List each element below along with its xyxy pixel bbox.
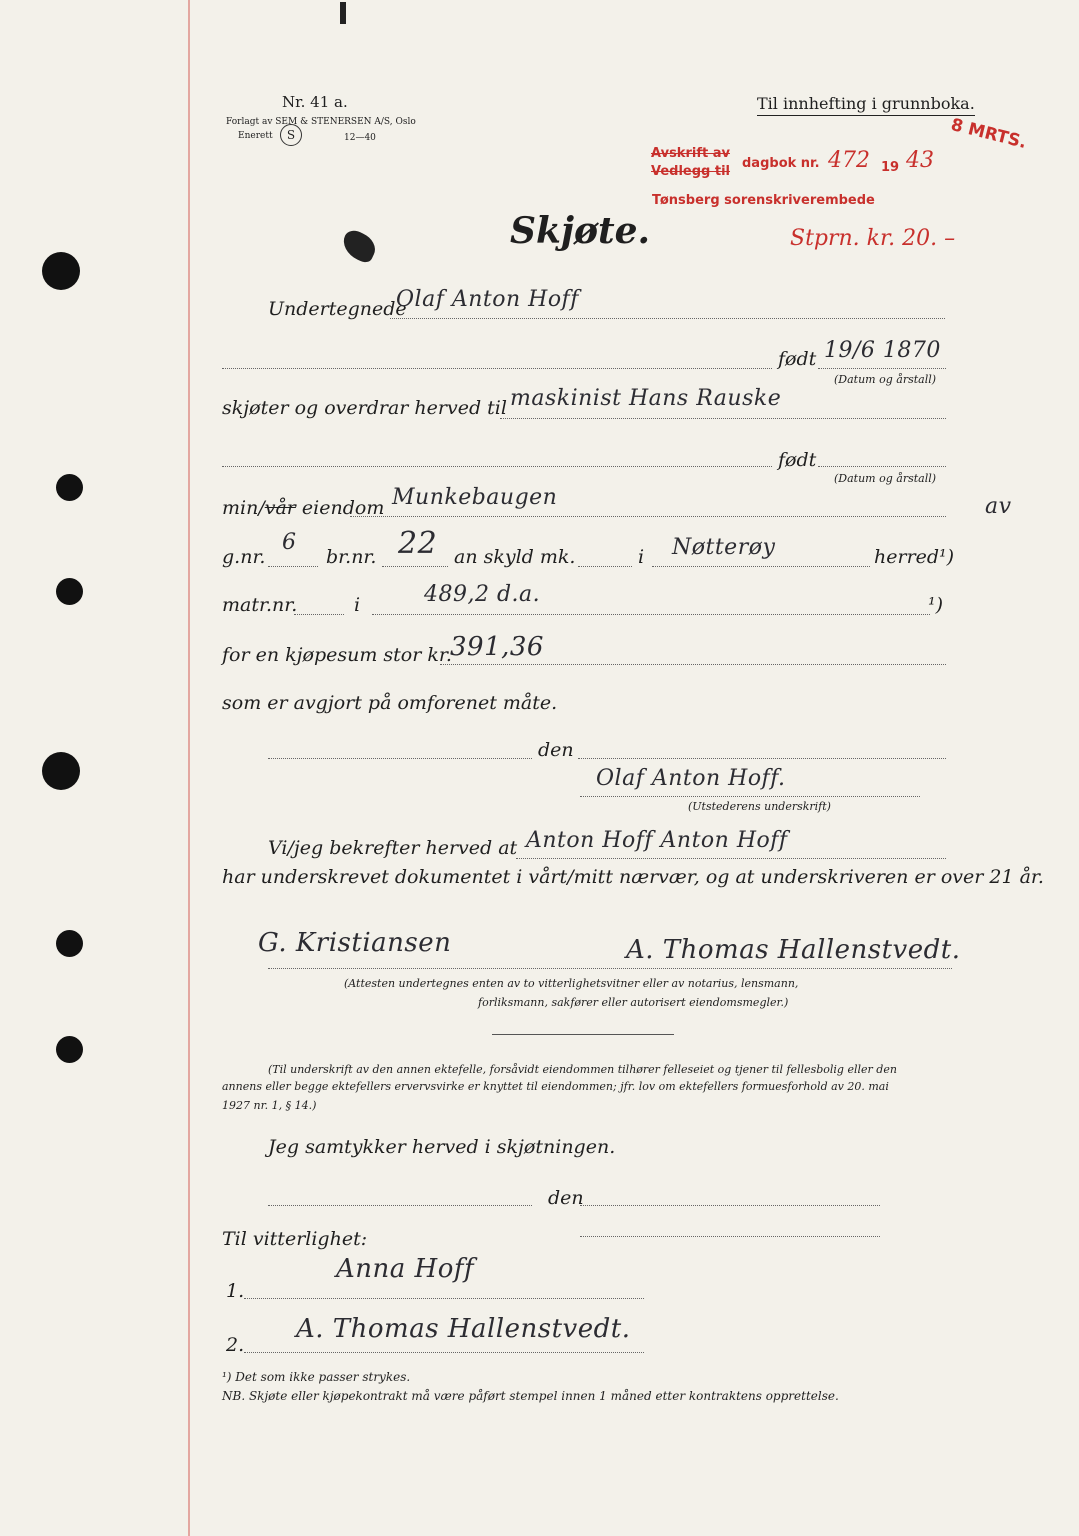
stamp-line1: Avskrift av (651, 146, 730, 161)
brnr-line (382, 566, 448, 567)
brnr-value: 22 (398, 526, 438, 561)
place-line (268, 1205, 532, 1206)
blank-line (222, 368, 772, 369)
born-value: 19/6 1870 (824, 338, 941, 363)
undersigned-value: Olaf Anton Hoff (396, 287, 579, 312)
spouse-den-label: den (548, 1187, 584, 1209)
buyer-value: maskinist Hans Rauske (510, 386, 782, 411)
top-mark (340, 2, 346, 24)
witness-signature-2: A. Thomas Hallenstvedt. (626, 935, 961, 965)
buyer-born-label: født (778, 449, 817, 471)
born-line (818, 368, 946, 369)
print-code: 12—40 (344, 133, 376, 143)
transfer-label: skjøter og overdrar herved til (222, 397, 507, 419)
undersigned-label: Undertegnede (268, 298, 407, 320)
issuer-signature: Olaf Anton Hoff. (596, 766, 786, 791)
attestation-text: har underskrevet dokumentet i vårt/mitt nærvær, og at underskriveren er over 21 år. (222, 866, 1044, 888)
blank-line (222, 466, 772, 467)
stamp-date: 8 MRTS. (948, 114, 1029, 154)
witness-signature-1: G. Kristiansen (258, 928, 452, 958)
spouse-signature-line (580, 1236, 880, 1237)
date-line (580, 1205, 880, 1206)
matr-line (294, 614, 344, 615)
publisher-text: Forlagt av SEM & STENERSEN A/S, Oslo (226, 117, 416, 127)
spouse-note-3: 1927 nr. 1, § 14.) (222, 1099, 317, 1112)
municipality-value: Nøtterøy (672, 535, 776, 560)
date-line (578, 758, 946, 759)
skyld-line (578, 566, 632, 567)
property-line (350, 516, 946, 517)
spouse-note-2: annens eller begge ektefellers ervervsvirke er knyttet til eiendommen; jfr. lov om ektefellers formuesforhold av 20. mai (222, 1080, 889, 1093)
stamp-reference: Stprn. kr. 20. – (790, 226, 956, 251)
punch-hole-icon (56, 474, 83, 501)
gnr-label: g.nr. (222, 546, 266, 568)
attestation-note-2: forliksmann, sakfører eller autorisert eiendomsmegler.) (478, 996, 789, 1009)
attestation-value: Anton Hoff Anton Hoff (526, 828, 788, 853)
skyld-label: an skyld mk. (454, 546, 576, 568)
herred-label: herred¹) (874, 546, 955, 568)
attestation-note-1: (Attesten undertegnes enten av to vitterlighetsvitner eller av notarius, lensmann, (344, 977, 799, 990)
den-label: den (538, 739, 574, 761)
signature-hint: (Utstederens underskrift) (688, 800, 831, 813)
footnote-mark: ¹) (928, 594, 944, 616)
margin-line (188, 0, 190, 1536)
settled-text: som er avgjort på omforenet måte. (222, 692, 558, 714)
filing-note: Til innhefting i grunnboka. (757, 94, 975, 116)
property-label: min/vår eiendom (222, 497, 385, 519)
matr-in-label: i (354, 594, 361, 616)
price-line (440, 664, 946, 665)
witness2-number: 2. (226, 1334, 245, 1356)
stamp-diary-label: dagbok nr. (742, 156, 820, 171)
footnote: ¹) Det som ikke passer strykes. (222, 1370, 411, 1384)
publisher-logo-icon: S (280, 124, 302, 146)
date-hint: (Datum og årstall) (834, 373, 937, 386)
attestation-line (516, 858, 946, 859)
matr-value: 489,2 d.a. (424, 582, 541, 607)
stamp-diary-number: 472 (828, 148, 870, 173)
municipality-line (652, 566, 870, 567)
witness-line (268, 968, 952, 969)
transfer-line (500, 418, 946, 419)
price-value: 391,36 (450, 632, 544, 662)
matr-in-line (372, 614, 930, 615)
signature-line (580, 796, 920, 797)
matr-label: matr.nr. (222, 594, 298, 616)
property-suffix: av (985, 494, 1012, 519)
property-value: Munkebaugen (392, 485, 558, 510)
spouse-note-1: (Til underskrift av den annen ektefelle, forsåvidt eiendommen tilhører felleseiet og tjener til fellesbolig eller den (268, 1063, 897, 1076)
undersigned-line (390, 318, 945, 319)
nb-note: NB. Skjøte eller kjøpekontrakt må være påført stempel innen 1 måned etter kontraktens opprettelse. (222, 1389, 839, 1403)
witness1-line (244, 1298, 644, 1299)
place-line (268, 758, 532, 759)
punch-hole-icon (56, 578, 83, 605)
in-label: i (638, 546, 645, 568)
gnr-line (268, 566, 318, 567)
buyer-born-line (818, 466, 946, 467)
witness1-signature: Anna Hoff (336, 1254, 475, 1284)
price-label: for en kjøpesum stor kr. (222, 644, 452, 666)
stamp-year: 43 (906, 148, 934, 173)
document-title: Skjøte. (510, 210, 651, 252)
witness2-line (244, 1352, 644, 1353)
punch-hole-icon (56, 1036, 83, 1063)
buyer-born-hint: (Datum og årstall) (834, 472, 937, 485)
form-number: Nr. 41 a. (282, 93, 348, 111)
born-label: født (778, 348, 817, 370)
stamp-year-prefix: 19 (881, 160, 900, 175)
witness-heading: Til vitterlighet: (222, 1228, 368, 1250)
punch-hole-icon (42, 752, 80, 790)
separator-line (492, 1034, 674, 1035)
stamp-office: Tønsberg sorenskriverembede (652, 193, 875, 208)
witness1-number: 1. (226, 1280, 245, 1302)
punch-hole-icon (56, 930, 83, 957)
ink-blot-icon (338, 227, 380, 265)
brnr-label: br.nr. (326, 546, 377, 568)
exclusive-text: Enerett (238, 131, 273, 141)
stamp-line2: Vedlegg til (651, 164, 731, 179)
gnr-value: 6 (282, 530, 297, 555)
punch-hole-icon (42, 252, 80, 290)
attestation-label: Vi/jeg bekrefter herved at (268, 837, 518, 859)
witness2-signature: A. Thomas Hallenstvedt. (296, 1314, 631, 1344)
consent-text: Jeg samtykker herved i skjøtningen. (268, 1136, 616, 1158)
